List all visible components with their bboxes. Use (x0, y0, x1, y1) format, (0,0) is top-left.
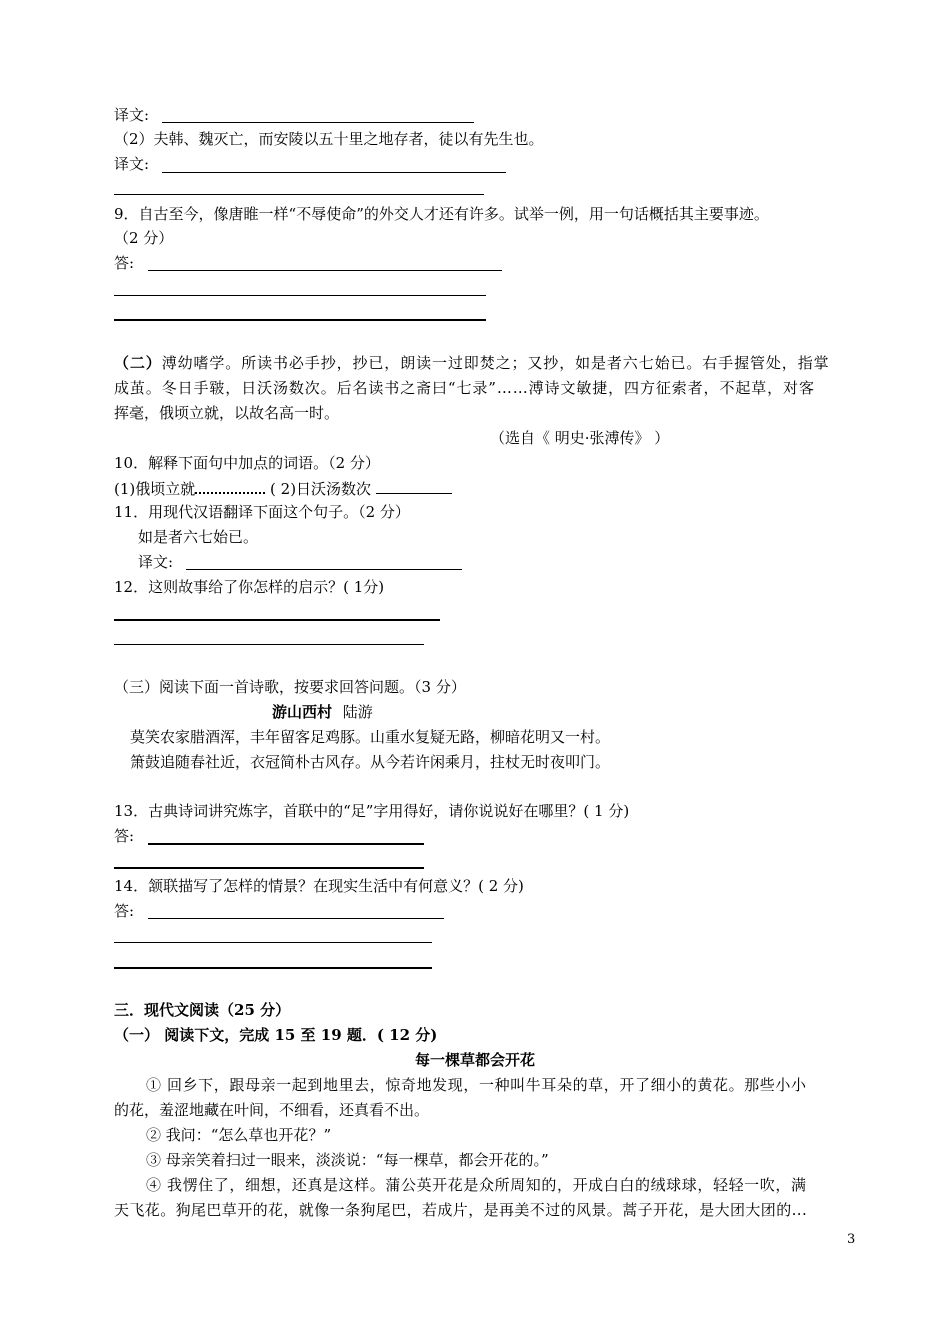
answer-label: 答: (114, 902, 135, 920)
article-paragraph: ② 我问：“怎么草也开花？” (146, 1126, 332, 1144)
passage-line: 挥毫，俄顷立就，以故名高一时。 (114, 404, 340, 422)
part-3-heading: 三．现代文阅读（25 分） (114, 1001, 291, 1019)
question-11: 11．用现代汉语翻译下面这个句子。（2 分） (114, 503, 410, 521)
question-9-score: （2 分） (114, 229, 174, 247)
translation-line-2 (114, 153, 149, 175)
answer-blank[interactable] (114, 619, 440, 621)
answer-blank[interactable] (162, 172, 506, 173)
article-paragraph: 的花，羞涩地藏在叶间，不细看，还真看不出。 (114, 1101, 430, 1119)
poem-line-1: 莫笑农家腊酒浑，丰年留客足鸡豚。山重水复疑无路，柳暗花明又一村。 (130, 728, 611, 746)
answer-label: 答: (114, 827, 135, 845)
article-paragraph: ③ 母亲笑着扫过一眼来，淡淡说：“每一棵草，都会开花的。” (146, 1151, 549, 1169)
answer-label: 答: (114, 254, 135, 272)
poem-title: 游山西村 (272, 703, 333, 721)
answer-blank[interactable] (114, 867, 424, 869)
answer-blank[interactable] (186, 569, 462, 570)
article-title: 每一棵草都会开花 (414, 1051, 535, 1069)
question-10: 10．解释下面句中加点的词语。（2 分） (114, 454, 380, 472)
answer-blank[interactable] (162, 122, 474, 123)
answer-blank[interactable] (114, 319, 486, 321)
answer-blank[interactable] (195, 476, 265, 494)
answer-blank[interactable] (114, 967, 432, 969)
q10-item-1: (1)俄顷立就 (114, 480, 196, 498)
q10-item-2: ( 2)日沃汤数次 (270, 480, 372, 498)
article-paragraph: ④ 我愣住了，细想，还真是这样。蒲公英开花是众所周知的，开成白白的绒球球，轻轻一吹，满 (146, 1176, 807, 1194)
question-8-2: （2）夫韩、魏灭亡，而安陵以五十里之地存者，徒以有先生也。 (114, 130, 544, 148)
translation-label: 译文: (114, 106, 150, 124)
poem-heading (272, 701, 373, 723)
question-12: 12．这则故事给了你怎样的启示？( 1分) (114, 578, 385, 596)
q11-sentence: 如是者六七始已。 (138, 528, 259, 546)
translation-label: 译文: (138, 553, 174, 571)
question-13: 13．古典诗词讲究炼字，首联中的“足”字用得好，请你说说好在哪里？( 1 分) (114, 802, 630, 820)
page-number: 3 (847, 1232, 856, 1247)
article-paragraph: ① 回乡下，跟母亲一起到地里去，惊奇地发现，一种叫牛耳朵的草，开了细小的黄花。那些小小 (146, 1076, 807, 1094)
answer-blank[interactable] (114, 942, 432, 943)
answer-blank[interactable] (114, 295, 486, 296)
part-3-subheading: （一） 阅读下文，完成 15 至 19 题．( 12 分) (114, 1026, 438, 1044)
translation-label: 译文: (114, 155, 150, 173)
question-9: 9．自古至今，像唐睢一样“不辱使命”的外交人才还有许多。试举一例，用一句话概括其主要事迹。 (114, 205, 769, 223)
source-citation: （选自《 明史·张溥传》 ） (490, 429, 670, 447)
answer-blank[interactable] (114, 194, 484, 195)
passage-line: （二）溥幼嗜学。所读书必手抄，抄已，朗读一过即焚之；又抄，如是者六七始已。右手握管处，指掌 (114, 354, 830, 372)
answer-blank[interactable] (376, 477, 452, 494)
poem-line-2: 箫鼓追随春社近，衣冠简朴古风存。从今若许闲乘月，拄杖无时夜叩门。 (130, 753, 611, 771)
answer-blank[interactable] (148, 918, 444, 919)
section-3-intro: （三）阅读下面一首诗歌，按要求回答问题。（3 分） (114, 678, 466, 696)
translation-line-1 (114, 104, 149, 126)
question-10-items (114, 476, 452, 500)
answer-blank[interactable] (114, 644, 424, 645)
answer-blank[interactable] (148, 843, 424, 845)
answer-blank[interactable] (148, 270, 502, 271)
article-paragraph: 天飞花。狗尾巴草开的花，就像一条狗尾巴，若成片，是再美不过的风景。蒿子开花，是大团大团的... (114, 1201, 808, 1219)
question-14: 14．颔联描写了怎样的情景？在现实生活中有何意义？( 2 分) (114, 877, 524, 895)
passage-line: 成茧。冬日手皲，日沃汤数次。后名读书之斋曰“七录”……溥诗文敏捷，四方征索者，不起草，对客 (114, 379, 815, 397)
poem-author: 陆游 (342, 703, 373, 721)
section-marker: （二） (114, 354, 162, 372)
